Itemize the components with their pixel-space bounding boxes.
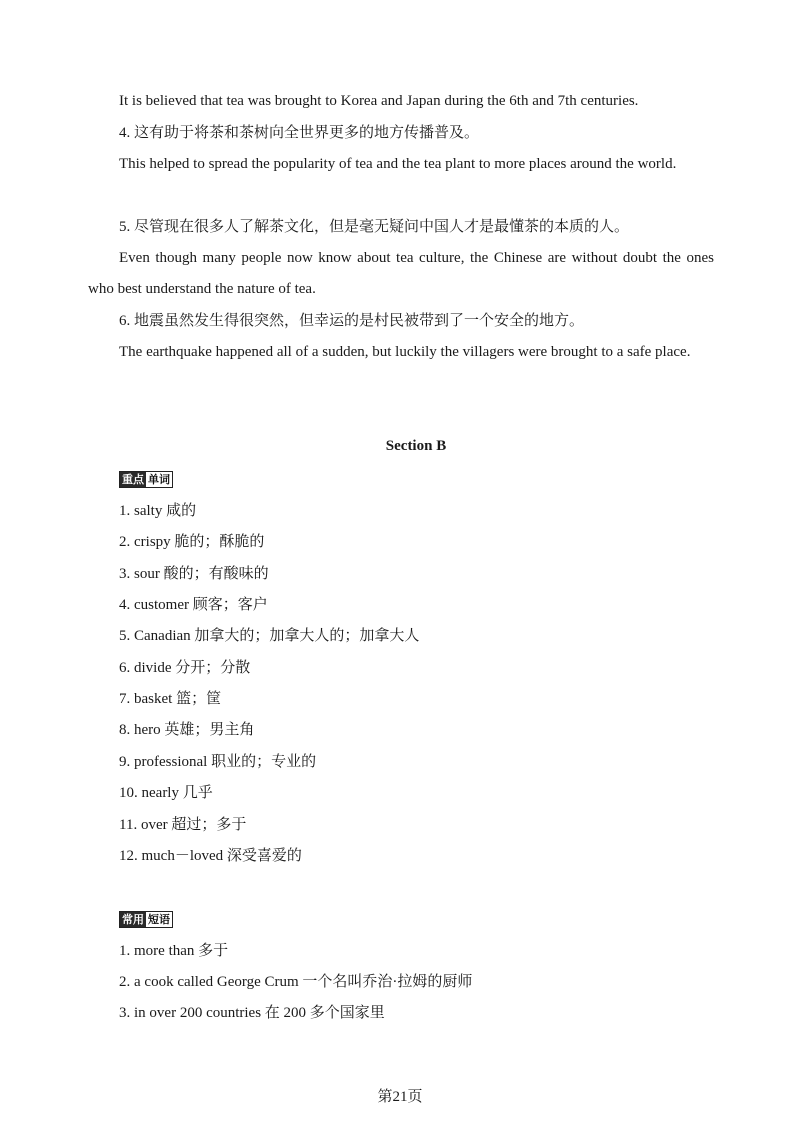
paragraph: It is believed that tea was brought to Korea and Japan during the 6th and 7th centuries. (119, 93, 639, 109)
phrase-tag-light: 短语 (148, 913, 170, 926)
vocab-item: 1. salty 咸的 (119, 503, 197, 519)
vocab-tag-dark: 重点 (122, 473, 144, 486)
vocab-tag (119, 471, 173, 488)
phrase-item: 1. more than 多于 (119, 943, 229, 959)
page-number: 第21页 (377, 1089, 423, 1105)
phrase-item: 3. in over 200 countries 在 200 多个国家里 (119, 1005, 385, 1021)
vocab-item: 4. customer 顾客；客户 (119, 597, 268, 613)
paragraph: 4. 这有助于将茶和茶树向全世界更多的地方传播普及。 (119, 125, 480, 141)
phrase-item: 2. a cook called George Crum 一个名叫乔治·拉姆的厨师 (119, 974, 473, 990)
vocab-item: 6. divide 分开；分散 (119, 660, 251, 676)
vocab-item: 7. basket 篮；筐 (119, 691, 222, 707)
vocab-item: 5. Canadian 加拿大的；加拿大人的；加拿大人 (119, 628, 420, 644)
vocab-item: 9. professional 职业的；专业的 (119, 754, 317, 770)
phrase-tag (119, 911, 173, 928)
paragraph: The earthquake happened all of a sudden, but luckily the villagers were brought to a safe place. (119, 344, 691, 360)
vocab-item: 2. crispy 脆的；酥脆的 (119, 534, 265, 550)
vocab-item: 10. nearly 几乎 (119, 785, 213, 801)
vocab-item: 3. sour 酸的；有酸味的 (119, 566, 269, 582)
vocab-item: 8. hero 英雄；男主角 (119, 722, 255, 738)
paragraph: This helped to spread the popularity of tea and the tea plant to more places around the world. (119, 156, 677, 172)
vocab-item: 12. much－loved 深受喜爱的 (119, 848, 302, 864)
paragraph: Even though many people now know about tea culture, the Chinese are without doubt the ones who best understand the nature of tea. (88, 250, 714, 297)
phrase-tag-dark: 常用 (122, 913, 144, 926)
vocab-tag-light: 单词 (148, 473, 170, 486)
paragraph: 6. 地震虽然发生得很突然，但幸运的是村民被带到了一个安全的地方。 (119, 313, 585, 329)
paragraph: 5. 尽管现在很多人了解茶文化，但是毫无疑问中国人才是最懂茶的本质的人。 (119, 219, 630, 235)
vocab-item: 11. over 超过；多于 (119, 817, 247, 833)
section-title: Section B (385, 438, 447, 454)
